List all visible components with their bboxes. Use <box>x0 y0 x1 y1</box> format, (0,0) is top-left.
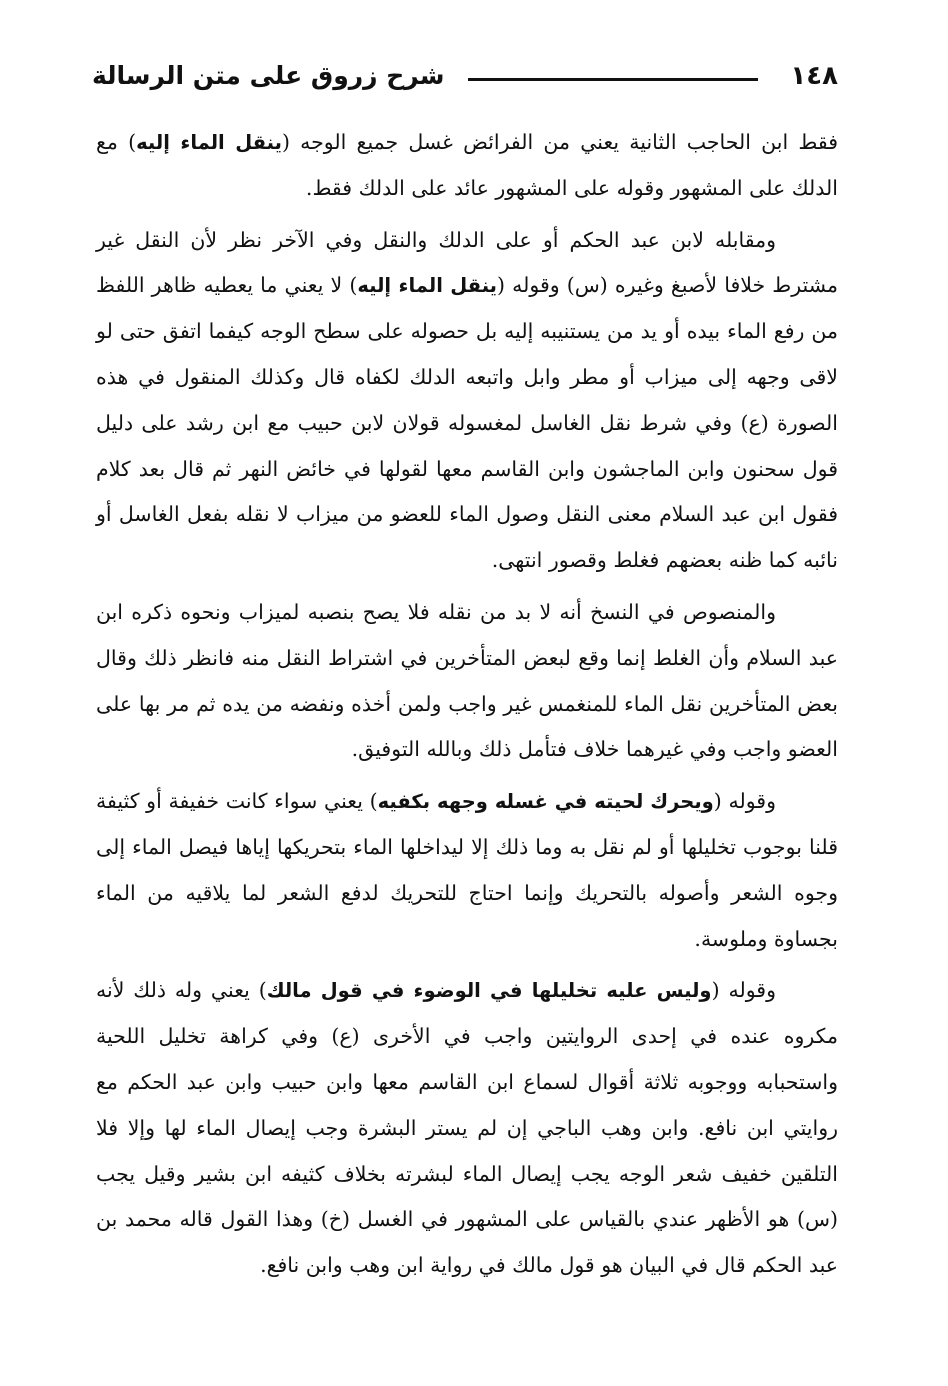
paragraph <box>96 779 838 962</box>
quoted-matn-text: ويحرك لحيته في غسله وجهه بكفيه <box>377 790 714 814</box>
paragraph <box>96 120 838 212</box>
commentary-text: ) مع الدلك على المشهور وقوله على المشهور عائد على الدلك فقط. <box>96 130 838 200</box>
page-header <box>92 58 838 98</box>
commentary-text: وقوله ( <box>711 978 777 1003</box>
paragraph <box>96 218 838 584</box>
paragraph <box>96 968 838 1289</box>
running-title: شرح زروق على متن الرسالة <box>92 61 445 90</box>
commentary-text: ) يعني سواء كانت خفيفة أو كثيفة قلنا بوجوب تخليلها أو لم نقل به وما ذلك إلا ليداخلها الماء بتحريكها إياها فيصل الماء إلى وجوه الشعر وأصوله بالتحريك وإنما احتاج للتحريك لدفع الشعر لما يلاقيه من الماء بجساوة وملوسة. <box>96 789 838 951</box>
quoted-matn-text: ينقل الماء إليه <box>136 131 282 154</box>
page-number: ١٤٨ <box>790 61 838 91</box>
paragraph <box>96 590 838 773</box>
commentary-text: والمنصوص في النسخ أنه لا بد من نقله فلا يصح بنصبه لميزاب ونحوه ذكره ابن عبد السلام وأن الغلط إنما وقع لبعض المتأخرين في اشتراط النقل منه فانظر ذلك وقال بعض المتأخرين نقل الماء للمنغمس غير واجب ولمن أخذه ونفضه من يده ثم مر بها على العضو واجب وفي غيرهما خلاف فتأمل ذلك وبالله التوفيق. <box>96 599 838 762</box>
body-text <box>96 120 838 1289</box>
quoted-matn-text: ينقل الماء إليه <box>357 274 497 298</box>
commentary-text: فقط ابن الحاجب الثانية يعني من الفرائض غسل جميع الوجه ( <box>281 130 839 154</box>
header-rule <box>468 78 758 81</box>
commentary-text: وقوله ( <box>713 789 776 814</box>
commentary-text: ومقابله لابن عبد الحكم أو على الدلك والنقل وفي الآخر نظر لأن النقل غير مشترط خلافا لأصبغ وغيره (س) وقوله ( <box>96 227 838 298</box>
commentary-text: ) لا يعني ما يعطيه ظاهر اللفظ من رفع الماء بيده أو يد من يستنيبه إليه بل حصوله على سطح الوجه كيفما اتفق حتى لو لاقى وجهه إلى ميزاب أو مطر وابل واتبعه الدلك لكفاه قال وكذلك المنقول في هذه الصورة (ع) وفي شرط نقل الغاسل لمغسوله قولان لابن حبيب مع ابن رشد على دليل قول سحنون وابن الماجشون وابن القاسم معها لقولها في خائض النهر ثم قال بعد كلام فقول ابن عبد السلام معنى النقل وصول الماء للعضو من ميزاب لا نقله بفعل الغاسل أو نائبه كما ظنه بعضهم فغلط وقصور انتهى. <box>96 273 838 573</box>
quoted-matn-text: وليس عليه تخليلها في الوضوء في قول مالك <box>266 979 712 1003</box>
commentary-text: ) يعني وله ذلك لأنه مكروه عنده في إحدى الروايتين واجب في الأخرى (ع) وفي كراهة تخليل اللحية واستحبابه ووجوبه ثلاثة أقوال لسماع ابن القاسم معها وابن حبيب وابن عبد الحكم مع روايتي ابن نافع. وابن وهب الباجي إن لم يستر البشرة وجب إيصال الماء لها وإلا فلا التلقين خفيف شعر الوجه يجب إيصال الماء لبشرته بخلاف كثيفه ابن بشير وقيل يجب (س) هو الأظهر عندي بالقياس على المشهور في الغسل (خ) وهذا القول قاله محمد بن عبد الحكم قال في البيان هو قول مالك في رواية ابن وهب وابن نافع. <box>96 978 838 1278</box>
